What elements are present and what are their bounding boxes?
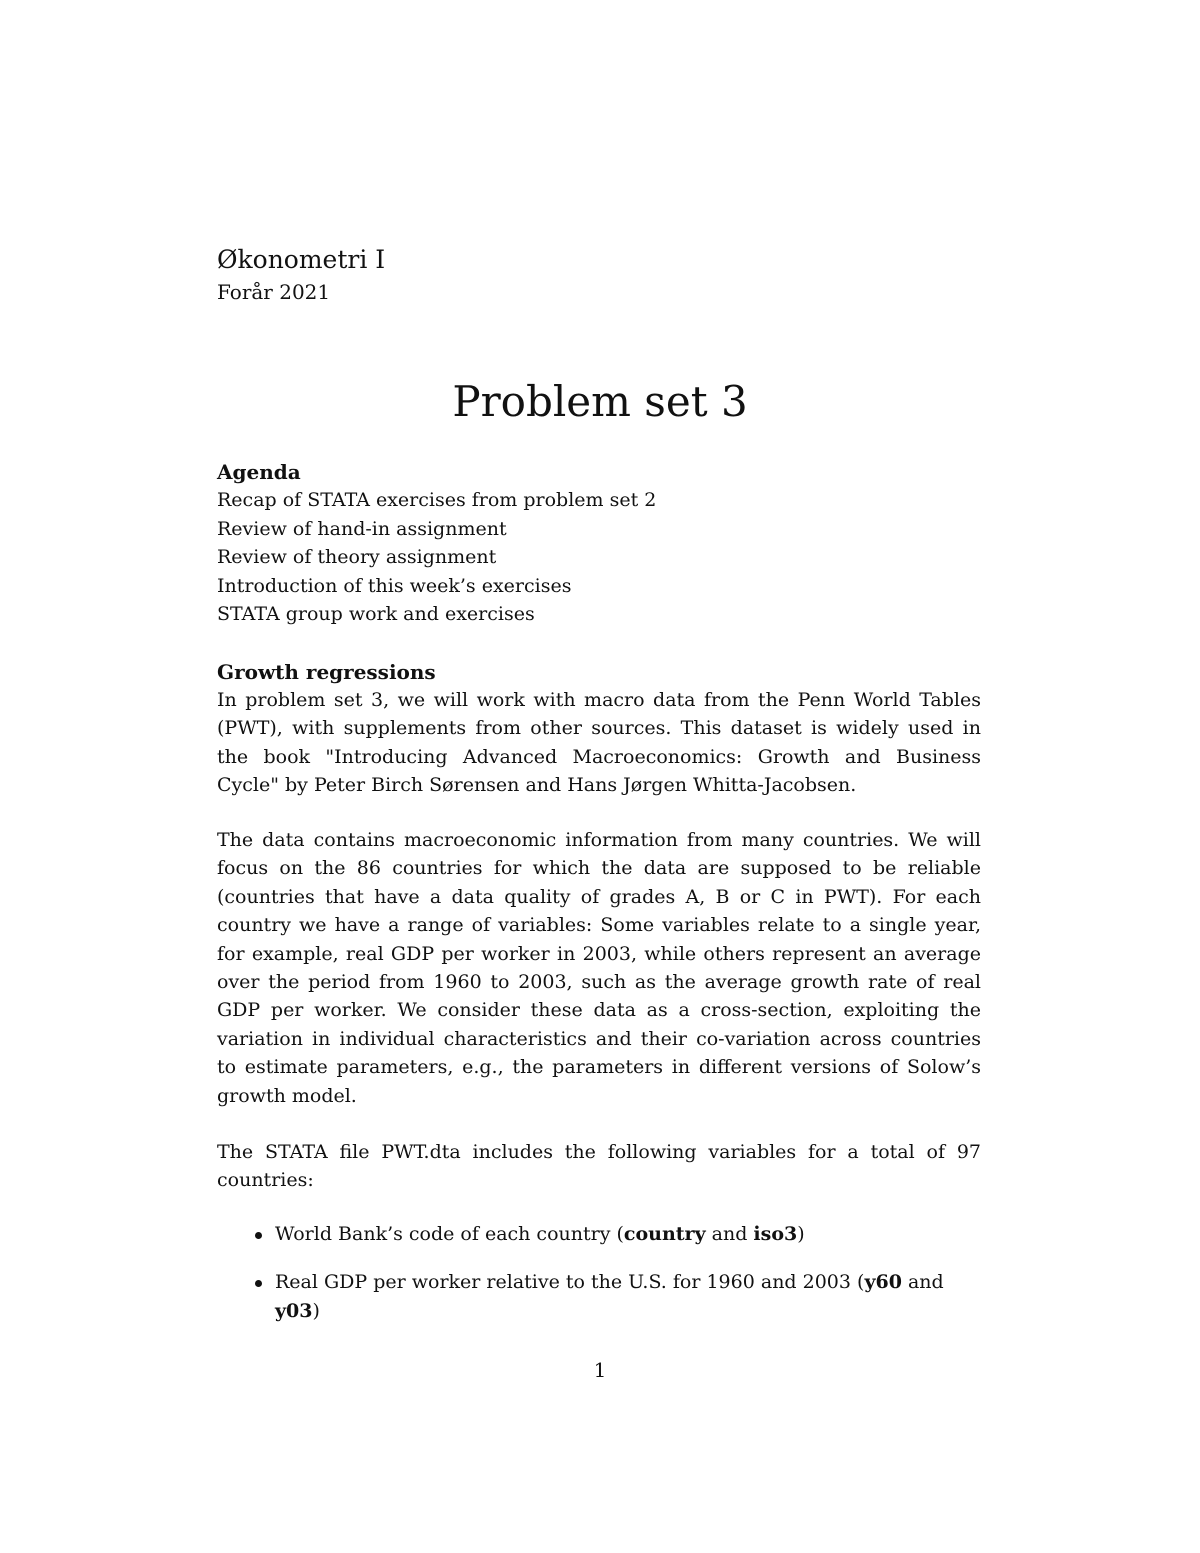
variable-name: y60 [864, 1271, 902, 1294]
variable-name: country [623, 1223, 706, 1245]
item-text: Real GDP per worker relative to the U.S. for 1960 and 2003 ( [275, 1271, 865, 1294]
growth-paragraph-3: The STATA file PWT.dta includes the following variables for a total of 97 countries: [217, 1141, 981, 1192]
item-text: ) [312, 1299, 320, 1322]
agenda-item: Review of theory assignment [217, 546, 497, 568]
agenda-item: Review of hand-in assignment [217, 517, 507, 540]
bullet-icon [255, 1232, 262, 1239]
page-number: 1 [593, 1358, 607, 1382]
growth-section [217, 658, 981, 800]
bullet-icon [255, 1280, 262, 1287]
variable-name: iso3 [753, 1223, 798, 1245]
item-text: and [901, 1271, 944, 1294]
variable-name: y03 [275, 1299, 313, 1322]
growth-heading: Growth regressions [217, 660, 436, 684]
growth-paragraph-1: In problem set 3, we will work with macro data from the Penn World Tables (PWT), with supplements from other sources. This dataset is widely used in the book "Introducing Advanced Macroeconomics: Growth and Business Cycle" by Peter Birch Sørensen and Hans Jørgen Whitta-Jacobsen. [217, 689, 981, 797]
variable-list [217, 1220, 981, 1345]
page-title: Problem set 3 [452, 377, 748, 426]
item-text: World Bank’s code of each country ( [275, 1223, 624, 1245]
item-text: and [705, 1223, 754, 1245]
course-term: Forår 2021 [217, 280, 331, 304]
agenda-item: Introduction of this week’s exercises [217, 574, 572, 597]
agenda-item: Recap of STATA exercises from problem set 2 [217, 489, 657, 511]
item-text: ) [797, 1223, 805, 1245]
agenda-item: STATA group work and exercises [217, 603, 535, 625]
growth-paragraph-2: The data contains macroeconomic information from many countries. We will focus on the 86 countries for which the data are supposed to be reliable (countries that have a data quality of grades A, B or C in PWT). For each country we have a range of variables: Some variables relate to a single year, for example, real GDP per worker in 2003, while others represent an average over the period from 1960 to 2003, such as the average growth rate of real GDP per worker. We consider these data as a cross-section, exploiting the variation in individual characteristics and their co-variation across countries to estimate parameters, e.g., the parameters in different versions of Solow’s growth model. [217, 829, 981, 1107]
agenda-section [217, 458, 981, 629]
course-name: Økonometri I [217, 245, 386, 274]
list-item [217, 1268, 981, 1325]
agenda-heading: Agenda [217, 460, 301, 484]
list-item [217, 1220, 981, 1248]
